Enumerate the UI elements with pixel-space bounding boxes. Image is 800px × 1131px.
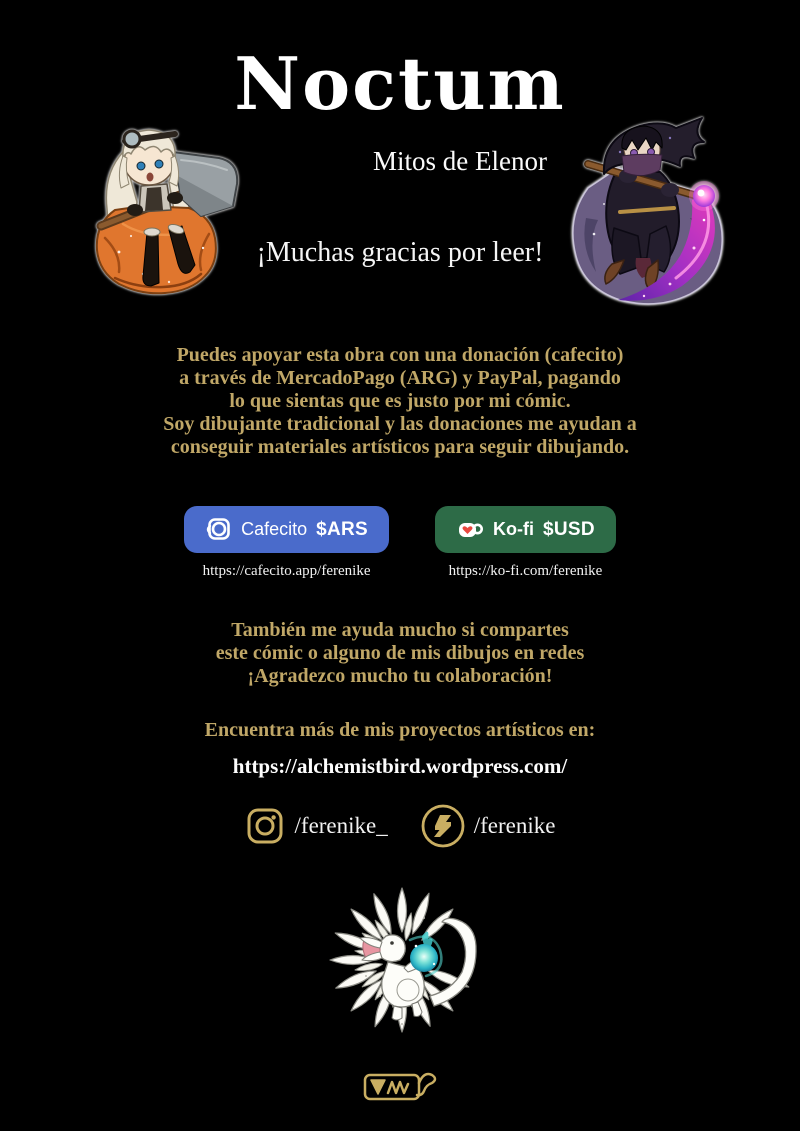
support-line: Puedes apoyar esta obra con una donación (cafecito) (176, 344, 624, 366)
support-line: lo que sientas que es justo por mi cómic. (229, 390, 571, 412)
cafecito-column (184, 506, 389, 580)
cafecito-button[interactable] (184, 506, 389, 553)
thanks-headline: ¡Muchas gracias por leer! (256, 237, 544, 268)
kofi-label: Ko-fi (493, 519, 535, 539)
cafecito-cup-icon (205, 516, 232, 543)
support-line: conseguir materiales artísticos para seguir dibujando. (170, 436, 630, 458)
support-paragraph (0, 344, 800, 459)
support-line: a través de MercadoPago (ARG) y PayPal, pagando (179, 367, 621, 389)
social-links (0, 803, 800, 849)
cafecito-label: Cafecito (241, 519, 308, 539)
share-paragraph (0, 619, 800, 688)
instagram-handle[interactable]: /ferenike_ (294, 813, 388, 838)
support-line: Soy dibujante tradicional y las donaciones me ayudan a (163, 413, 637, 435)
share-line: También me ayuda mucho si compartes (231, 619, 569, 641)
donation-buttons (0, 506, 800, 580)
portfolio-url[interactable]: https://alchemistbird.wordpress.com/ (232, 754, 568, 778)
deviantart-icon[interactable] (420, 803, 466, 849)
projects-intro: Encuentra más de mis proyectos artísticos en: (204, 719, 596, 741)
character-left-illustration (85, 114, 243, 306)
dragon-illustration (324, 876, 488, 1046)
kofi-currency: $USD (543, 518, 595, 540)
artist-signature (362, 1068, 442, 1106)
cafecito-currency: $ARS (316, 518, 369, 540)
logo-subtitle: Mitos de Elenor (373, 146, 547, 176)
logo: Noctum (234, 41, 566, 126)
kofi-cup-icon (456, 519, 484, 541)
share-line: este cómic o alguno de mis dibujos en redes (215, 642, 585, 664)
cafecito-url[interactable]: https://cafecito.app/ferenike (202, 563, 371, 579)
deviantart-link[interactable] (420, 803, 556, 849)
kofi-button[interactable] (435, 506, 616, 553)
kofi-url[interactable]: https://ko-fi.com/ferenike (448, 563, 603, 579)
instagram-icon[interactable] (245, 806, 285, 846)
instagram-link[interactable] (245, 806, 388, 846)
deviantart-handle[interactable]: /ferenike (473, 813, 556, 838)
character-right-illustration (558, 108, 738, 314)
share-line: ¡Agradezco mucho tu colaboración! (247, 665, 553, 687)
kofi-column (435, 506, 616, 580)
